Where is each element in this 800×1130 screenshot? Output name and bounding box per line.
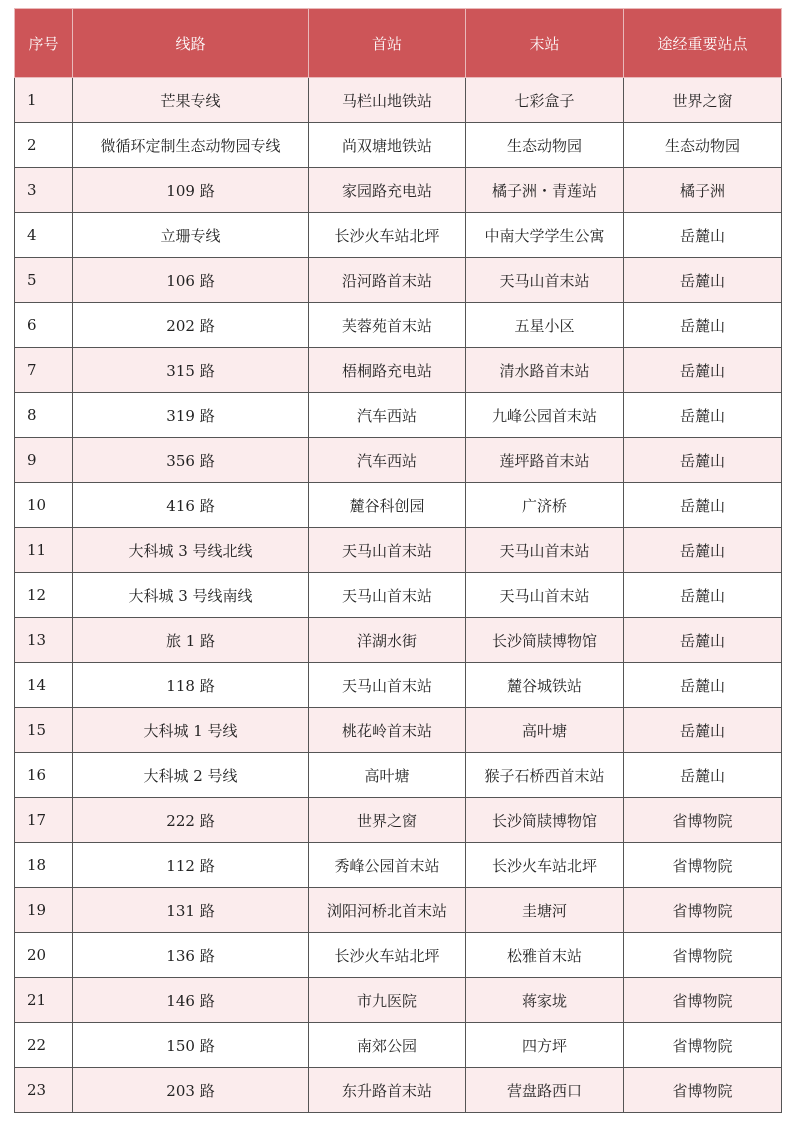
table-row xyxy=(15,618,782,663)
cell-route: 旅 1 路 xyxy=(73,618,309,663)
cell-route: 大科城 1 号线 xyxy=(73,708,309,753)
table-row xyxy=(15,573,782,618)
cell-key-stops: 岳麓山 xyxy=(624,483,782,528)
table-row xyxy=(15,78,782,123)
header-route: 线路 xyxy=(73,9,309,78)
cell-last-stop: 中南大学学生公寓 xyxy=(466,213,624,258)
cell-first-stop: 洋湖水街 xyxy=(309,618,466,663)
cell-serial-number: 4 xyxy=(15,213,73,258)
cell-serial-number: 18 xyxy=(15,843,73,888)
cell-key-stops: 橘子洲 xyxy=(624,168,782,213)
table-row xyxy=(15,1023,782,1068)
table-row xyxy=(15,753,782,798)
table-row xyxy=(15,888,782,933)
cell-key-stops: 岳麓山 xyxy=(624,618,782,663)
cell-route: 大科城 3 号线北线 xyxy=(73,528,309,573)
table-row xyxy=(15,123,782,168)
cell-key-stops: 岳麓山 xyxy=(624,393,782,438)
table-row xyxy=(15,843,782,888)
cell-last-stop: 七彩盒子 xyxy=(466,78,624,123)
header-last-stop: 末站 xyxy=(466,9,624,78)
cell-last-stop: 莲坪路首末站 xyxy=(466,438,624,483)
cell-serial-number: 17 xyxy=(15,798,73,843)
cell-key-stops: 省博物院 xyxy=(624,1068,782,1113)
cell-first-stop: 世界之窗 xyxy=(309,798,466,843)
cell-key-stops: 岳麓山 xyxy=(624,708,782,753)
cell-serial-number: 3 xyxy=(15,168,73,213)
cell-route: 112 路 xyxy=(73,843,309,888)
table-row xyxy=(15,213,782,258)
cell-first-stop: 家园路充电站 xyxy=(309,168,466,213)
header-first-stop: 首站 xyxy=(309,9,466,78)
cell-key-stops: 岳麓山 xyxy=(624,528,782,573)
bus-routes-table-container xyxy=(14,8,781,1113)
cell-route: 109 路 xyxy=(73,168,309,213)
cell-last-stop: 生态动物园 xyxy=(466,123,624,168)
table-row xyxy=(15,483,782,528)
cell-first-stop: 天马山首末站 xyxy=(309,528,466,573)
table-row xyxy=(15,663,782,708)
cell-key-stops: 省博物院 xyxy=(624,1023,782,1068)
cell-first-stop: 桃花岭首末站 xyxy=(309,708,466,753)
cell-last-stop: 松雅首末站 xyxy=(466,933,624,978)
table-row xyxy=(15,933,782,978)
cell-serial-number: 11 xyxy=(15,528,73,573)
cell-route: 222 路 xyxy=(73,798,309,843)
cell-key-stops: 省博物院 xyxy=(624,888,782,933)
cell-serial-number: 1 xyxy=(15,78,73,123)
cell-route: 203 路 xyxy=(73,1068,309,1113)
cell-route: 131 路 xyxy=(73,888,309,933)
cell-route: 106 路 xyxy=(73,258,309,303)
cell-first-stop: 东升路首末站 xyxy=(309,1068,466,1113)
cell-first-stop: 沿河路首末站 xyxy=(309,258,466,303)
cell-last-stop: 长沙简牍博物馆 xyxy=(466,618,624,663)
cell-first-stop: 马栏山地铁站 xyxy=(309,78,466,123)
cell-key-stops: 世界之窗 xyxy=(624,78,782,123)
cell-last-stop: 橘子洲・青莲站 xyxy=(466,168,624,213)
cell-key-stops: 生态动物园 xyxy=(624,123,782,168)
cell-last-stop: 圭塘河 xyxy=(466,888,624,933)
cell-first-stop: 长沙火车站北坪 xyxy=(309,213,466,258)
cell-key-stops: 岳麓山 xyxy=(624,348,782,393)
header-row xyxy=(15,9,782,78)
table-row xyxy=(15,438,782,483)
cell-last-stop: 猴子石桥西首末站 xyxy=(466,753,624,798)
table-row xyxy=(15,393,782,438)
cell-serial-number: 21 xyxy=(15,978,73,1023)
table-row xyxy=(15,168,782,213)
cell-serial-number: 23 xyxy=(15,1068,73,1113)
table-body xyxy=(15,78,782,1113)
cell-serial-number: 10 xyxy=(15,483,73,528)
cell-serial-number: 15 xyxy=(15,708,73,753)
cell-last-stop: 长沙简牍博物馆 xyxy=(466,798,624,843)
cell-serial-number: 9 xyxy=(15,438,73,483)
cell-route: 118 路 xyxy=(73,663,309,708)
cell-key-stops: 省博物院 xyxy=(624,978,782,1023)
cell-last-stop: 麓谷城铁站 xyxy=(466,663,624,708)
cell-last-stop: 清水路首末站 xyxy=(466,348,624,393)
table-row xyxy=(15,978,782,1023)
table-row xyxy=(15,258,782,303)
cell-serial-number: 16 xyxy=(15,753,73,798)
cell-first-stop: 天马山首末站 xyxy=(309,573,466,618)
cell-key-stops: 省博物院 xyxy=(624,843,782,888)
cell-serial-number: 7 xyxy=(15,348,73,393)
cell-route: 芒果专线 xyxy=(73,78,309,123)
cell-first-stop: 天马山首末站 xyxy=(309,663,466,708)
cell-first-stop: 芙蓉苑首末站 xyxy=(309,303,466,348)
cell-key-stops: 岳麓山 xyxy=(624,303,782,348)
cell-first-stop: 市九医院 xyxy=(309,978,466,1023)
table-row xyxy=(15,708,782,753)
cell-serial-number: 8 xyxy=(15,393,73,438)
cell-key-stops: 岳麓山 xyxy=(624,438,782,483)
cell-first-stop: 麓谷科创园 xyxy=(309,483,466,528)
cell-first-stop: 长沙火车站北坪 xyxy=(309,933,466,978)
cell-route: 大科城 3 号线南线 xyxy=(73,573,309,618)
cell-route: 146 路 xyxy=(73,978,309,1023)
cell-route: 136 路 xyxy=(73,933,309,978)
cell-last-stop: 高叶塘 xyxy=(466,708,624,753)
cell-route: 416 路 xyxy=(73,483,309,528)
cell-route: 150 路 xyxy=(73,1023,309,1068)
cell-serial-number: 20 xyxy=(15,933,73,978)
cell-last-stop: 广济桥 xyxy=(466,483,624,528)
cell-last-stop: 五星小区 xyxy=(466,303,624,348)
cell-last-stop: 营盘路西口 xyxy=(466,1068,624,1113)
table-row xyxy=(15,798,782,843)
cell-first-stop: 汽车西站 xyxy=(309,438,466,483)
cell-route: 356 路 xyxy=(73,438,309,483)
cell-first-stop: 尚双塘地铁站 xyxy=(309,123,466,168)
cell-key-stops: 岳麓山 xyxy=(624,213,782,258)
bus-routes-table xyxy=(14,8,782,1113)
cell-key-stops: 岳麓山 xyxy=(624,573,782,618)
cell-serial-number: 12 xyxy=(15,573,73,618)
table-header xyxy=(15,9,782,78)
cell-route: 202 路 xyxy=(73,303,309,348)
header-serial-number: 序号 xyxy=(15,9,73,78)
cell-first-stop: 汽车西站 xyxy=(309,393,466,438)
cell-serial-number: 2 xyxy=(15,123,73,168)
header-key-stops: 途经重要站点 xyxy=(624,9,782,78)
cell-serial-number: 22 xyxy=(15,1023,73,1068)
cell-first-stop: 南郊公园 xyxy=(309,1023,466,1068)
cell-first-stop: 高叶塘 xyxy=(309,753,466,798)
cell-last-stop: 天马山首末站 xyxy=(466,258,624,303)
cell-key-stops: 岳麓山 xyxy=(624,753,782,798)
cell-key-stops: 岳麓山 xyxy=(624,258,782,303)
cell-route: 大科城 2 号线 xyxy=(73,753,309,798)
cell-route: 319 路 xyxy=(73,393,309,438)
cell-route: 315 路 xyxy=(73,348,309,393)
cell-route: 立珊专线 xyxy=(73,213,309,258)
table-row xyxy=(15,528,782,573)
cell-last-stop: 天马山首末站 xyxy=(466,573,624,618)
table-row xyxy=(15,348,782,393)
cell-last-stop: 蒋家垅 xyxy=(466,978,624,1023)
cell-serial-number: 19 xyxy=(15,888,73,933)
cell-first-stop: 浏阳河桥北首末站 xyxy=(309,888,466,933)
cell-first-stop: 秀峰公园首末站 xyxy=(309,843,466,888)
cell-key-stops: 省博物院 xyxy=(624,933,782,978)
table-row xyxy=(15,1068,782,1113)
cell-key-stops: 省博物院 xyxy=(624,798,782,843)
cell-last-stop: 天马山首末站 xyxy=(466,528,624,573)
cell-serial-number: 5 xyxy=(15,258,73,303)
cell-serial-number: 13 xyxy=(15,618,73,663)
cell-last-stop: 九峰公园首末站 xyxy=(466,393,624,438)
cell-last-stop: 长沙火车站北坪 xyxy=(466,843,624,888)
cell-first-stop: 梧桐路充电站 xyxy=(309,348,466,393)
table-row xyxy=(15,303,782,348)
cell-serial-number: 6 xyxy=(15,303,73,348)
cell-serial-number: 14 xyxy=(15,663,73,708)
cell-route: 微循环定制生态动物园专线 xyxy=(73,123,309,168)
cell-last-stop: 四方坪 xyxy=(466,1023,624,1068)
cell-key-stops: 岳麓山 xyxy=(624,663,782,708)
